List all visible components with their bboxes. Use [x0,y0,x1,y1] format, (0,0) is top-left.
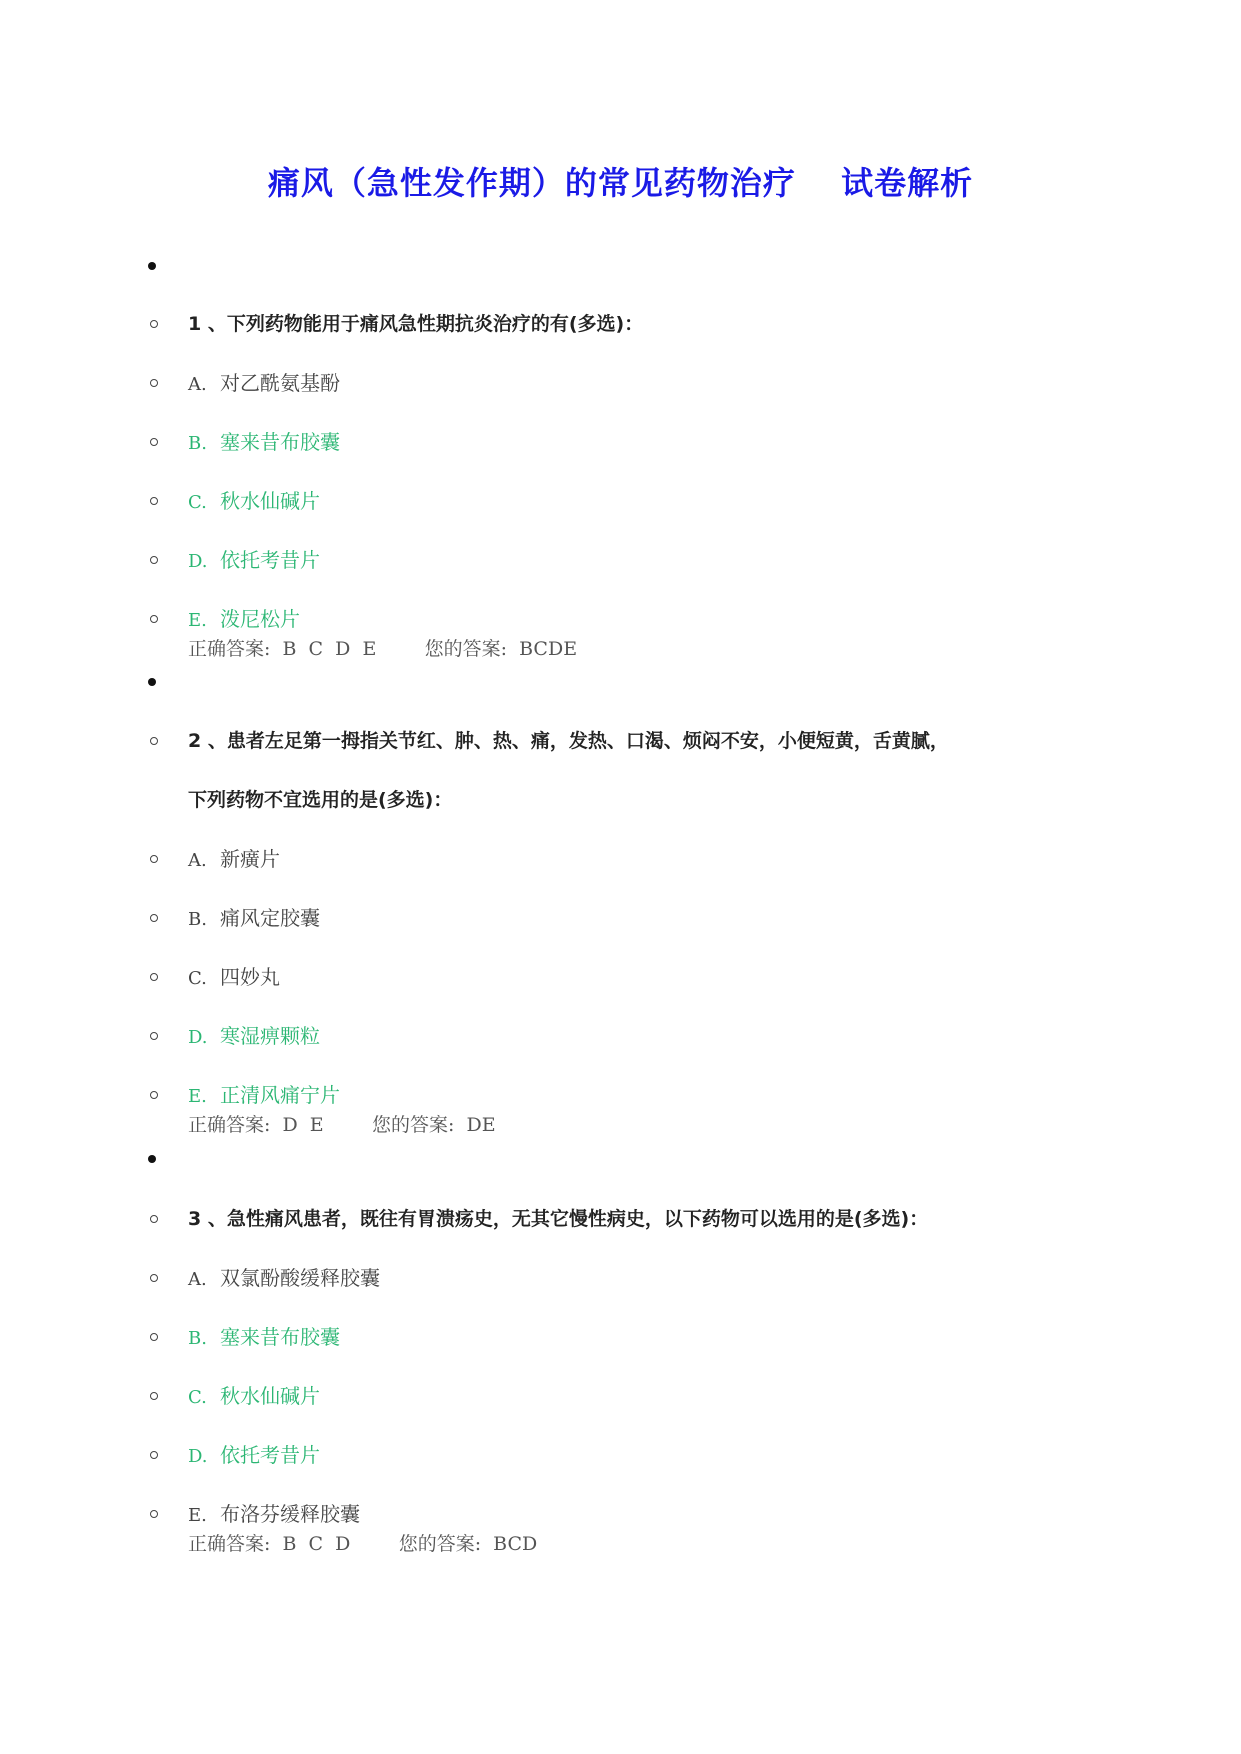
list-marker [150,1274,158,1282]
option-letter: A. [188,1269,207,1290]
question-1-text: 1 、下列药物能用于痛风急性期抗炎治疗的有(多选)： [188,313,644,335]
option-text: 正清风痛宁片 [220,1083,340,1107]
list-marker [150,1091,158,1099]
question-bullet [148,1155,156,1163]
answer-summary-3: 正确答案: B C D 您的答案: BCD [188,1533,538,1555]
option-letter: C. [188,1387,207,1408]
option-text: 依托考昔片 [220,548,320,572]
option-letter: E. [188,610,207,631]
option-1a[interactable] [188,371,340,397]
option-text: 对乙酰氨基酚 [220,371,340,395]
option-3a[interactable] [188,1266,380,1292]
option-text: 布洛芬缓释胶囊 [220,1502,360,1526]
option-letter: A. [188,850,207,871]
option-text: 塞来昔布胶囊 [220,1325,340,1349]
option-1c[interactable] [188,489,320,515]
list-marker [150,379,158,387]
option-letter: B. [188,433,207,454]
question-bullet [148,262,156,270]
option-2b[interactable] [188,906,320,932]
list-marker [150,1032,158,1040]
option-text: 寒湿痹颗粒 [220,1024,320,1048]
option-text: 依托考昔片 [220,1443,320,1467]
answer-summary-2: 正确答案: D E 您的答案: DE [188,1114,496,1136]
option-text: 塞来昔布胶囊 [220,430,340,454]
list-marker [150,1392,158,1400]
option-1b[interactable] [188,430,340,456]
option-letter: B. [188,909,207,930]
list-marker [150,973,158,981]
list-marker [150,914,158,922]
option-letter: D. [188,1027,208,1048]
list-marker [150,438,158,446]
option-3c[interactable] [188,1384,320,1410]
list-marker [150,556,158,564]
option-2a[interactable] [188,847,280,873]
list-marker [150,1215,158,1223]
list-marker [150,320,158,328]
option-letter: E. [188,1505,207,1526]
list-marker [150,1451,158,1459]
option-text: 双氯酚酸缓释胶囊 [220,1266,380,1290]
list-marker [150,1510,158,1518]
option-letter: D. [188,551,208,572]
option-letter: D. [188,1446,208,1467]
question-2-text-cont: 下列药物不宜选用的是(多选)： [188,789,453,811]
option-2c[interactable] [188,965,280,991]
option-3e[interactable] [188,1502,360,1528]
answer-summary-1: 正确答案: B C D E 您的答案: BCDE [188,638,578,660]
option-1e[interactable] [188,607,300,633]
option-letter: E. [188,1086,207,1107]
question-3-text: 3 、急性痛风患者，既往有胃溃疡史，无其它慢性病史，以下药物可以选用的是(多选)： [188,1208,929,1230]
option-1d[interactable] [188,548,320,574]
option-text: 秋水仙碱片 [220,1384,320,1408]
list-marker [150,855,158,863]
list-marker [150,737,158,745]
question-2-text: 2 、患者左足第一拇指关节红、肿、热、痛，发热、口渴、烦闷不安，小便短黄，舌黄腻， [188,730,949,752]
option-3b[interactable] [188,1325,340,1351]
page-title: 痛风（急性发作期）的常见药物治疗 试卷解析 [267,164,974,202]
option-text: 秋水仙碱片 [220,489,320,513]
option-letter: A. [188,374,207,395]
option-text: 四妙丸 [220,965,280,989]
option-text: 痛风定胶囊 [220,906,320,930]
option-2d[interactable] [188,1024,320,1050]
option-text: 新癀片 [220,847,280,871]
list-marker [150,497,158,505]
list-marker [150,615,158,623]
option-3d[interactable] [188,1443,320,1469]
option-2e[interactable] [188,1083,340,1109]
option-letter: B. [188,1328,207,1349]
option-letter: C. [188,492,207,513]
list-marker [150,1333,158,1341]
option-text: 泼尼松片 [220,607,300,631]
option-letter: C. [188,968,207,989]
question-bullet [148,678,156,686]
